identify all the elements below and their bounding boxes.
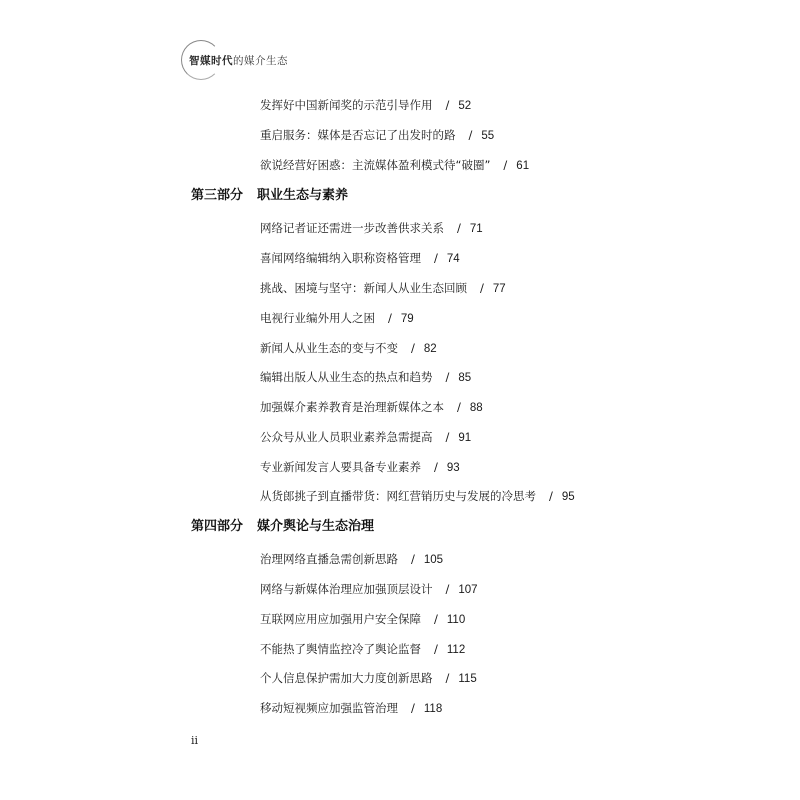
page-number: ii — [191, 734, 199, 747]
toc-entry[interactable] — [260, 310, 414, 326]
entry-title: 电视行业编外用人之困 — [260, 311, 375, 325]
toc-entry[interactable] — [260, 157, 529, 173]
entry-page: 55 — [481, 130, 495, 142]
part-name: 职业生态与素养 — [257, 188, 349, 203]
entry-page: 115 — [458, 673, 477, 685]
entry-separator: / — [445, 430, 450, 444]
toc-entry[interactable] — [260, 488, 575, 504]
entry-page: 71 — [469, 223, 483, 235]
entry-title: 加强媒介素养教育是治理新媒体之本 — [260, 400, 444, 414]
entry-page: 118 — [423, 703, 443, 715]
part-name: 媒介舆论与生态治理 — [257, 519, 375, 534]
entry-separator: / — [480, 281, 484, 295]
entry-page: 88 — [469, 402, 483, 414]
toc-entry[interactable] — [260, 641, 465, 657]
toc-entry[interactable] — [260, 220, 483, 236]
toc-entry[interactable] — [260, 459, 460, 475]
entry-title: 欲说经营好困惑：主流媒体盈利模式待“破圈” — [260, 158, 491, 172]
toc-entry[interactable] — [260, 280, 506, 296]
entry-title: 不能热了舆情监控冷了舆论监督 — [260, 642, 421, 656]
entry-title: 编辑出版人从业生态的热点和趋势 — [260, 370, 433, 384]
entry-separator: / — [445, 98, 450, 112]
part-label: 第四部分 — [191, 519, 244, 534]
entry-separator: / — [411, 552, 415, 566]
entry-title: 治理网络直播急需创新思路 — [260, 552, 398, 566]
entry-page: 79 — [400, 313, 414, 325]
entry-separator: / — [411, 341, 415, 355]
entry-title: 挑战、困境与坚守：新闻人从业生态回顾 — [260, 281, 467, 295]
entry-title: 网络记者证还需进一步改善供求关系 — [260, 221, 444, 235]
entry-separator: / — [503, 158, 508, 172]
entry-page: 52 — [458, 100, 472, 112]
entry-page: 107 — [458, 584, 478, 596]
entry-title: 从货郎挑子到直播带货：网红营销历史与发展的冷思考 — [260, 489, 536, 503]
toc-entry[interactable] — [260, 581, 478, 597]
entry-separator: / — [445, 370, 450, 384]
entry-title: 发挥好中国新闻奖的示范引导作用 — [260, 98, 433, 112]
entry-separator: / — [445, 671, 450, 685]
header-title-light: 的媒介生态 — [233, 54, 288, 67]
toc-entry[interactable] — [260, 250, 460, 266]
entry-title: 重启服务：媒体是否忘记了出发时的路 — [260, 128, 456, 142]
entry-separator: / — [549, 489, 553, 503]
entry-page: 110 — [446, 614, 466, 626]
entry-title: 移动短视频应加强监管治理 — [260, 701, 398, 715]
header-title-bold: 智媒时代 — [189, 54, 233, 67]
entry-title: 喜闻网络编辑纳入职称资格管理 — [260, 251, 421, 265]
entry-separator: / — [457, 400, 461, 414]
toc-entry[interactable] — [260, 127, 494, 143]
toc-entry[interactable] — [260, 97, 471, 113]
entry-separator: / — [468, 128, 473, 142]
entry-title: 网络与新媒体治理应加强顶层设计 — [260, 582, 433, 596]
entry-title: 互联网应用应加强用户安全保障 — [260, 612, 421, 626]
toc-entry[interactable] — [260, 399, 483, 415]
entry-title: 个人信息保护需加大力度创新思路 — [260, 671, 433, 685]
toc-entry[interactable] — [260, 611, 465, 627]
entry-page: 74 — [446, 253, 460, 265]
entry-page: 112 — [446, 644, 466, 656]
part-heading-4[interactable] — [191, 518, 374, 536]
entry-page: 61 — [516, 160, 530, 172]
entry-separator: / — [434, 642, 438, 656]
toc-entry[interactable] — [260, 340, 437, 356]
entry-separator: / — [434, 460, 438, 474]
entry-separator: / — [388, 311, 392, 325]
entry-page: 95 — [561, 491, 575, 503]
entry-page: 105 — [423, 554, 444, 566]
entry-separator: / — [434, 251, 438, 265]
part-label: 第三部分 — [191, 188, 244, 203]
entry-separator: / — [434, 612, 438, 626]
toc-entry[interactable] — [260, 700, 442, 716]
entry-title: 专业新闻发言人要具备专业素养 — [260, 460, 421, 474]
toc-entry[interactable] — [260, 670, 477, 686]
entry-page: 82 — [423, 343, 437, 355]
entry-separator: / — [411, 701, 415, 715]
part-heading-3[interactable] — [191, 187, 348, 205]
entry-page: 77 — [492, 283, 506, 295]
toc-entry[interactable] — [260, 551, 443, 567]
entry-page: 85 — [458, 372, 472, 384]
entry-title: 公众号从业人员职业素养急需提高 — [260, 430, 433, 444]
entry-title: 新闻人从业生态的变与不变 — [260, 341, 398, 355]
toc-entry[interactable] — [260, 369, 471, 385]
entry-separator: / — [445, 582, 450, 596]
entry-page: 91 — [458, 432, 472, 444]
entry-separator: / — [457, 221, 461, 235]
entry-page: 93 — [446, 462, 460, 474]
toc-entry[interactable] — [260, 429, 471, 445]
